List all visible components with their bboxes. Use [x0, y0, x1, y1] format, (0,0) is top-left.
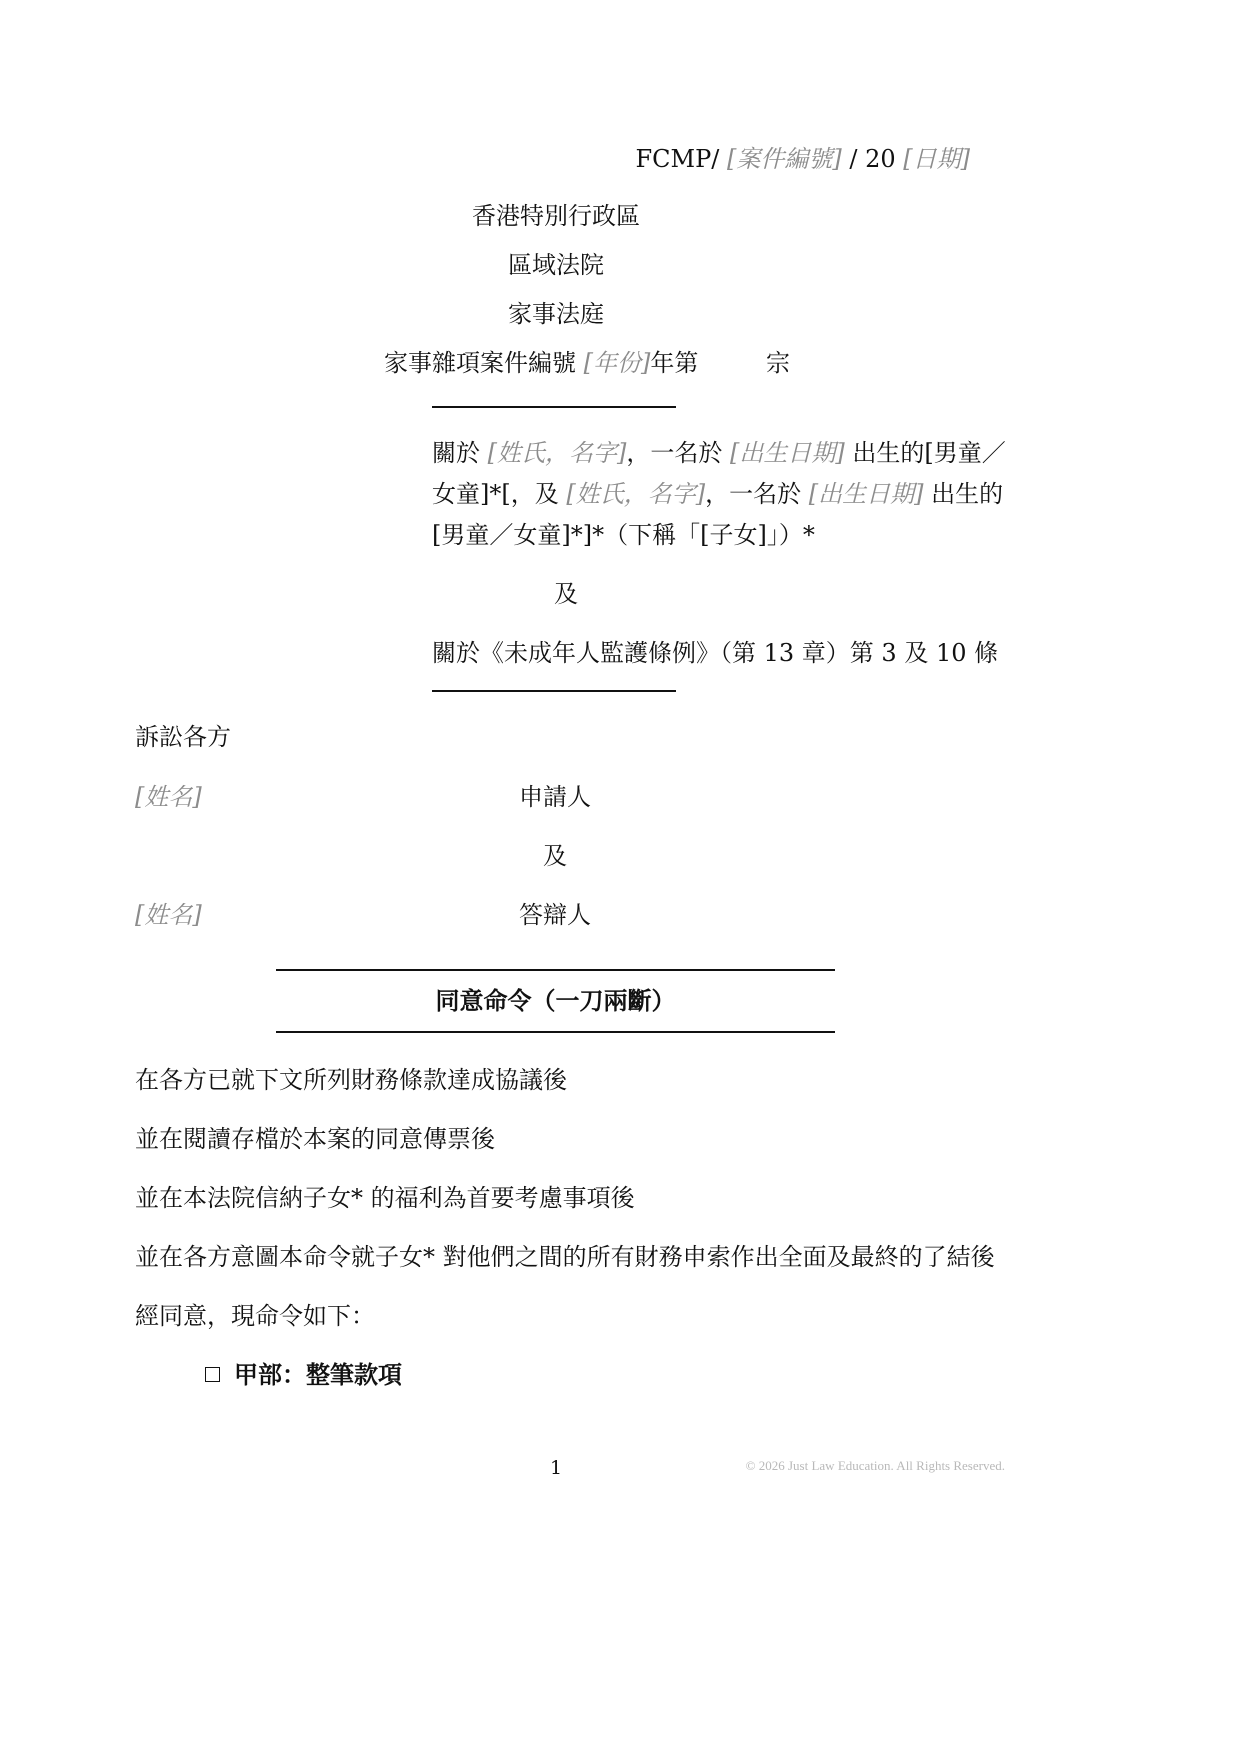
- case-number-middle: 年第: [650, 349, 699, 377]
- case-number-line: [384, 348, 790, 378]
- section-a-heading: [205, 1360, 402, 1390]
- page-number: 1: [550, 1457, 563, 1479]
- case-ref-prefix: FCMP/: [635, 145, 720, 173]
- respondent-role: 答辯人: [519, 901, 591, 929]
- child-name-placeholder: [姓氏，名字]: [487, 439, 627, 467]
- matter-text: 出生的: [931, 480, 1004, 508]
- title-rule-bottom: [276, 1031, 835, 1033]
- matter-text: ，一名於: [705, 480, 802, 508]
- case-reference: [636, 144, 970, 174]
- birth-date-placeholder: [出生日期]: [808, 480, 924, 508]
- section-a-checkbox[interactable]: [205, 1367, 220, 1382]
- applicant-role: 申請人: [519, 783, 591, 811]
- order-intro: 經同意，現命令如下：: [135, 1302, 375, 1330]
- recital: 並在閱讀存檔於本案的同意傳票後: [135, 1125, 495, 1153]
- court-region: 香港特別行政區: [472, 202, 640, 230]
- recital: 在各方已就下文所列財務條款達成協議後: [135, 1066, 567, 1094]
- copyright-notice: © 2026 Just Law Education. All Rights Reserved.: [745, 1458, 1005, 1473]
- date-placeholder: [日期]: [903, 145, 970, 173]
- parties-heading: 訴訟各方: [135, 723, 231, 751]
- recital: 並在各方意圖本命令就子女* 對他們之間的所有財務申索作出全面及最終的了結後: [135, 1243, 995, 1271]
- ordinance-line: 關於《未成年人監護條例》（第 13 章）第 3 及 10 條: [432, 639, 999, 667]
- year-placeholder: [年份]: [583, 349, 651, 377]
- divider-rule: [432, 690, 676, 692]
- birth-date-placeholder: [出生日期]: [730, 439, 845, 467]
- order-title: 同意命令（一刀兩斷）: [435, 986, 676, 1015]
- matter-text: ，一名於: [626, 439, 723, 467]
- matter-line-2: [432, 479, 1003, 509]
- court-division: 家事法庭: [508, 300, 604, 328]
- section-a-label: 甲部：整筆款項: [234, 1360, 402, 1389]
- matter-text: 關於: [432, 439, 480, 467]
- matter-and: 及: [554, 580, 578, 608]
- recital: 並在本法院信納子女* 的福利為首要考慮事項後: [135, 1184, 635, 1212]
- case-ref-separator: / 20: [841, 145, 896, 173]
- case-number-prefix: 家事雜項案件編號: [384, 349, 576, 377]
- parties-and: 及: [543, 842, 567, 870]
- divider-rule: [432, 406, 676, 408]
- case-number-suffix: 宗: [766, 349, 791, 377]
- respondent-name-placeholder: [姓名]: [135, 901, 202, 929]
- case-number-placeholder: [案件編號]: [727, 145, 842, 173]
- matter-line-1: [432, 438, 1006, 468]
- title-rule-top: [276, 969, 835, 971]
- matter-text: 出生的[男童／: [852, 439, 1006, 467]
- applicant-name-placeholder: [姓名]: [135, 783, 202, 811]
- court-name: 區域法院: [508, 251, 604, 279]
- child-name-placeholder: [姓氏，名字]: [566, 480, 706, 508]
- matter-line-3: [男童／女童]*]*（下稱「[子女]」）*: [432, 521, 815, 549]
- matter-text: 女童]*[，及: [432, 480, 559, 508]
